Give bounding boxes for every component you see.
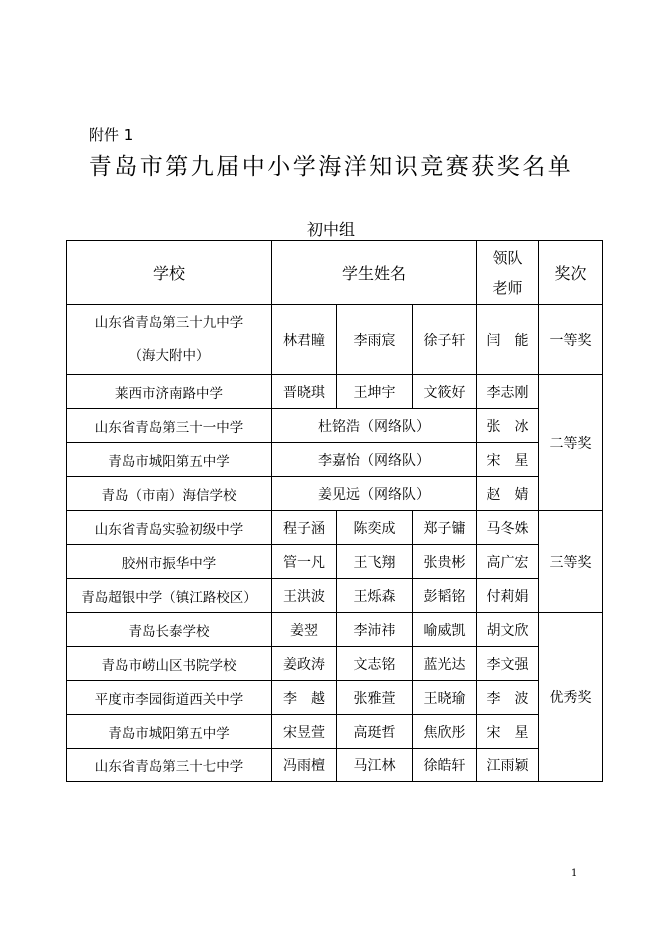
- student-cell: 晋晓琪: [272, 375, 337, 409]
- student-cell: 张贵彬: [413, 545, 477, 579]
- student-cell: 王洪波: [272, 579, 337, 613]
- teacher-cell: 江雨颖: [477, 749, 539, 782]
- teacher-cell: 赵 婧: [477, 477, 539, 511]
- award-cell-first: 一等奖: [539, 305, 603, 375]
- student-cell: 冯雨檀: [272, 749, 337, 782]
- table-row: [67, 715, 603, 749]
- student-cell: 张雅萱: [337, 681, 413, 715]
- student-cell: 程子涵: [272, 511, 337, 545]
- table-row: [67, 613, 603, 647]
- teacher-cell: 马冬姝: [477, 511, 539, 545]
- student-cell: 文志铭: [337, 647, 413, 681]
- student-cell: 郑子镛: [413, 511, 477, 545]
- teacher-cell: 李文强: [477, 647, 539, 681]
- page-number: 1: [571, 868, 578, 879]
- award-cell-second: 二等奖: [539, 375, 603, 511]
- table-row: [67, 375, 603, 409]
- award-cell-third: 三等奖: [539, 511, 603, 613]
- teacher-cell: 闫 能: [477, 305, 539, 375]
- student-cell: 王烁森: [337, 579, 413, 613]
- student-cell: 蓝光达: [413, 647, 477, 681]
- document-title: 青岛市第九届中小学海洋知识竞赛获奖名单: [88, 154, 574, 180]
- team-cell: 李嘉怡（网络队）: [272, 443, 477, 477]
- table-row: [67, 305, 603, 375]
- student-cell: 喻威凯: [413, 613, 477, 647]
- header-school: 学校: [67, 241, 272, 305]
- student-cell: 王坤宇: [337, 375, 413, 409]
- school-cell: 平度市李园街道西关中学: [67, 681, 272, 715]
- teacher-cell: 宋 星: [477, 443, 539, 477]
- student-cell: 徐子轩: [413, 305, 477, 375]
- student-cell: 李沛祎: [337, 613, 413, 647]
- team-cell: 杜铭浩（网络队）: [272, 409, 477, 443]
- school-cell: 青岛超银中学（镇江路校区）: [67, 579, 272, 613]
- school-cell: 青岛市城阳第五中学: [67, 443, 272, 477]
- table-row: [67, 647, 603, 681]
- group-title: 初中组: [306, 220, 355, 239]
- table-row: [67, 579, 603, 613]
- school-cell: 胶州市振华中学: [67, 545, 272, 579]
- school-cell: 青岛长泰学校: [67, 613, 272, 647]
- table-row: [67, 443, 603, 477]
- school-cell: 青岛市城阳第五中学: [67, 715, 272, 749]
- school-cell: 青岛市崂山区书院学校: [67, 647, 272, 681]
- award-table: [66, 240, 603, 782]
- teacher-cell: 张 冰: [477, 409, 539, 443]
- student-cell: 焦欣彤: [413, 715, 477, 749]
- student-cell: 彭韬铭: [413, 579, 477, 613]
- teacher-cell: 付莉娟: [477, 579, 539, 613]
- teacher-cell: 宋 星: [477, 715, 539, 749]
- header-award: 奖次: [539, 241, 603, 305]
- table-header-row: [67, 241, 603, 305]
- award-cell-excellence: 优秀奖: [539, 613, 603, 782]
- teacher-cell: 李 波: [477, 681, 539, 715]
- student-cell: 姜政涛: [272, 647, 337, 681]
- table-row: [67, 681, 603, 715]
- header-students: 学生姓名: [272, 241, 477, 305]
- school-cell: 山东省青岛第三十七中学: [67, 749, 272, 782]
- school-cell: 青岛（市南）海信学校: [67, 477, 272, 511]
- school-cell: 山东省青岛实验初级中学: [67, 511, 272, 545]
- student-cell: 马江林: [337, 749, 413, 782]
- school-cell: 莱西市济南路中学: [67, 375, 272, 409]
- school-cell: 山东省青岛第三十九中学 （海大附中）: [67, 305, 272, 375]
- student-cell: 林君瞳: [272, 305, 337, 375]
- table-row: [67, 477, 603, 511]
- header-teacher: 领队 老师: [477, 241, 539, 305]
- student-cell: 李 越: [272, 681, 337, 715]
- student-cell: 徐皓轩: [413, 749, 477, 782]
- school-cell: 山东省青岛第三十一中学: [67, 409, 272, 443]
- student-cell: 管一凡: [272, 545, 337, 579]
- table-row: [67, 511, 603, 545]
- attachment-label: 附件 1: [89, 126, 134, 144]
- teacher-cell: 胡文欣: [477, 613, 539, 647]
- student-cell: 姜翌: [272, 613, 337, 647]
- student-cell: 王晓瑜: [413, 681, 477, 715]
- team-cell: 姜见远（网络队）: [272, 477, 477, 511]
- student-cell: 陈奕成: [337, 511, 413, 545]
- student-cell: 文筱好: [413, 375, 477, 409]
- student-cell: 王飞翔: [337, 545, 413, 579]
- student-cell: 宋昱萱: [272, 715, 337, 749]
- student-cell: 高珽哲: [337, 715, 413, 749]
- table-row: [67, 749, 603, 782]
- student-cell: 李雨宸: [337, 305, 413, 375]
- teacher-cell: 高广宏: [477, 545, 539, 579]
- table-row: [67, 409, 603, 443]
- teacher-cell: 李志刚: [477, 375, 539, 409]
- table-row: [67, 545, 603, 579]
